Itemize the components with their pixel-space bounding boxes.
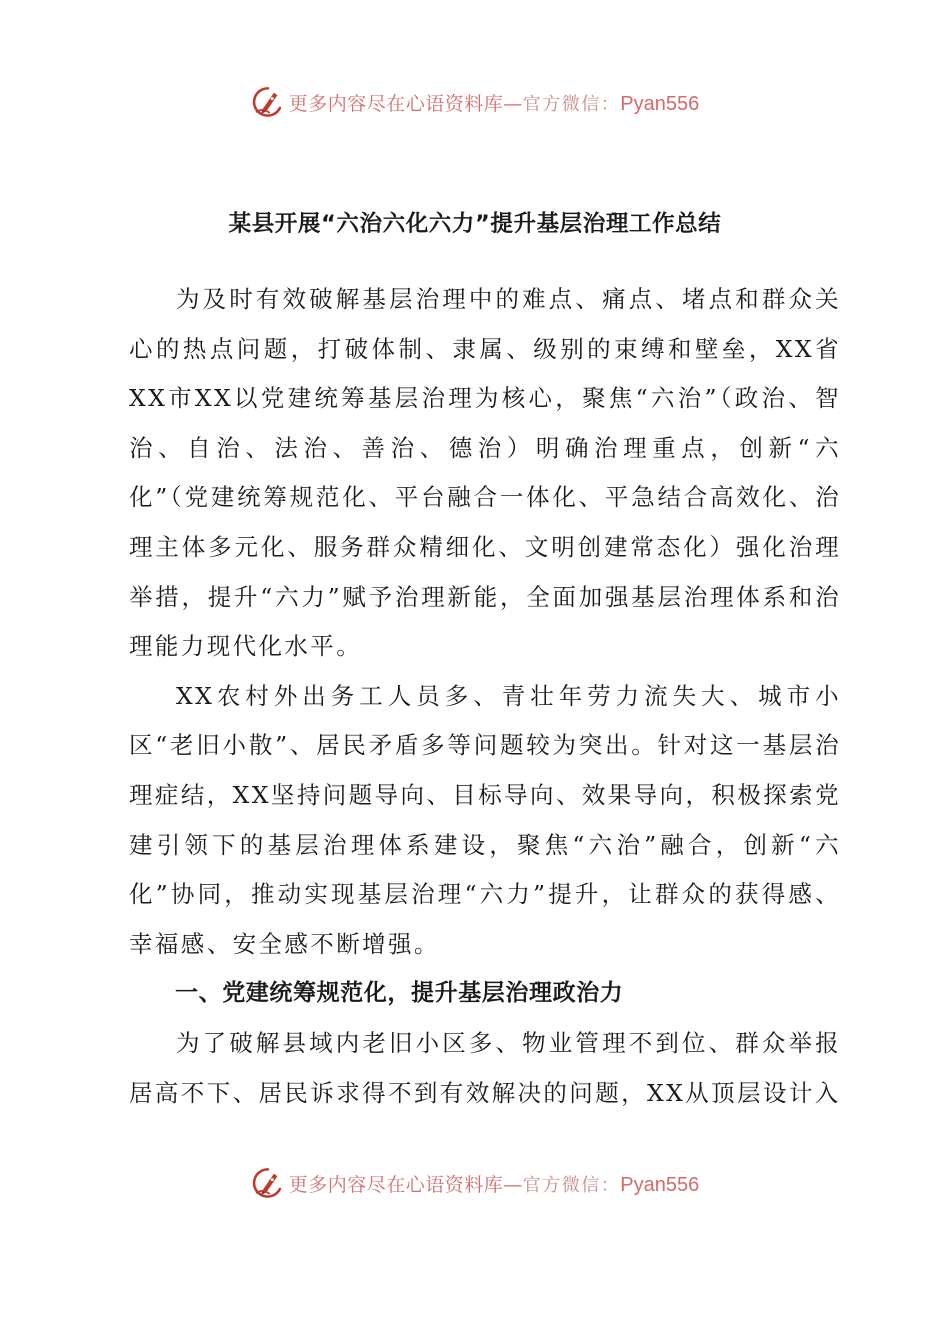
paragraph-intro: 为及时有效破解基层治理中的难点、痛点、堵点和群众关心的热点问题，打破体制、隶属、级别的束缚和壁垒，XX省XX市XX以党建统筹基层治理为核心，聚焦“六治”（政治、智治、自治、法治、善治、德治）明确治理重点，创新“六化”（党建统筹规范化、平台融合一体化、平急结合高效化、治理主体多元化、服务群众精细化、文明创建常态化）强化治理举措，提升“六力”赋予治理新能，全面加强基层治理体系和治理能力现代化水平。 xyxy=(129,285,841,661)
header-banner xyxy=(0,80,950,124)
footer-banner xyxy=(0,1161,950,1205)
document-body xyxy=(129,275,841,1118)
paragraph-section-one: 为了破解县域内老旧小区多、物业管理不到位、群众举报居高不下、居民诉求得不到有效解决的问题，XX从顶层设计入 xyxy=(129,1028,841,1107)
banner-text: 更多内容尽在心语资料库—官方微信：Pyan556 xyxy=(288,1173,700,1196)
document-title: 某县开展“六治六化六力”提升基层治理工作总结 xyxy=(228,211,722,237)
pen-nib-circle-logo-icon xyxy=(251,1166,285,1200)
section-heading: 一、党建统筹规范化，提升基层治理政治力 xyxy=(175,980,624,1007)
banner-text: 更多内容尽在心语资料库—官方微信：Pyan556 xyxy=(288,92,700,115)
paragraph-background: XX农村外出务工人员多、青壮年劳力流失大、城市小区“老旧小散”、居民矛盾多等问题较为突出。针对这一基层治理症结，XX坚持问题导向、目标导向、效果导向，积极探索党建引领下的基层治理体系建设，聚焦“六治”融合，创新“六化”协同，推动实现基层治理“六力”提升，让群众的获得感、幸福感、安全感不断增强。 xyxy=(129,681,841,958)
pen-nib-circle-logo-icon xyxy=(251,85,285,119)
